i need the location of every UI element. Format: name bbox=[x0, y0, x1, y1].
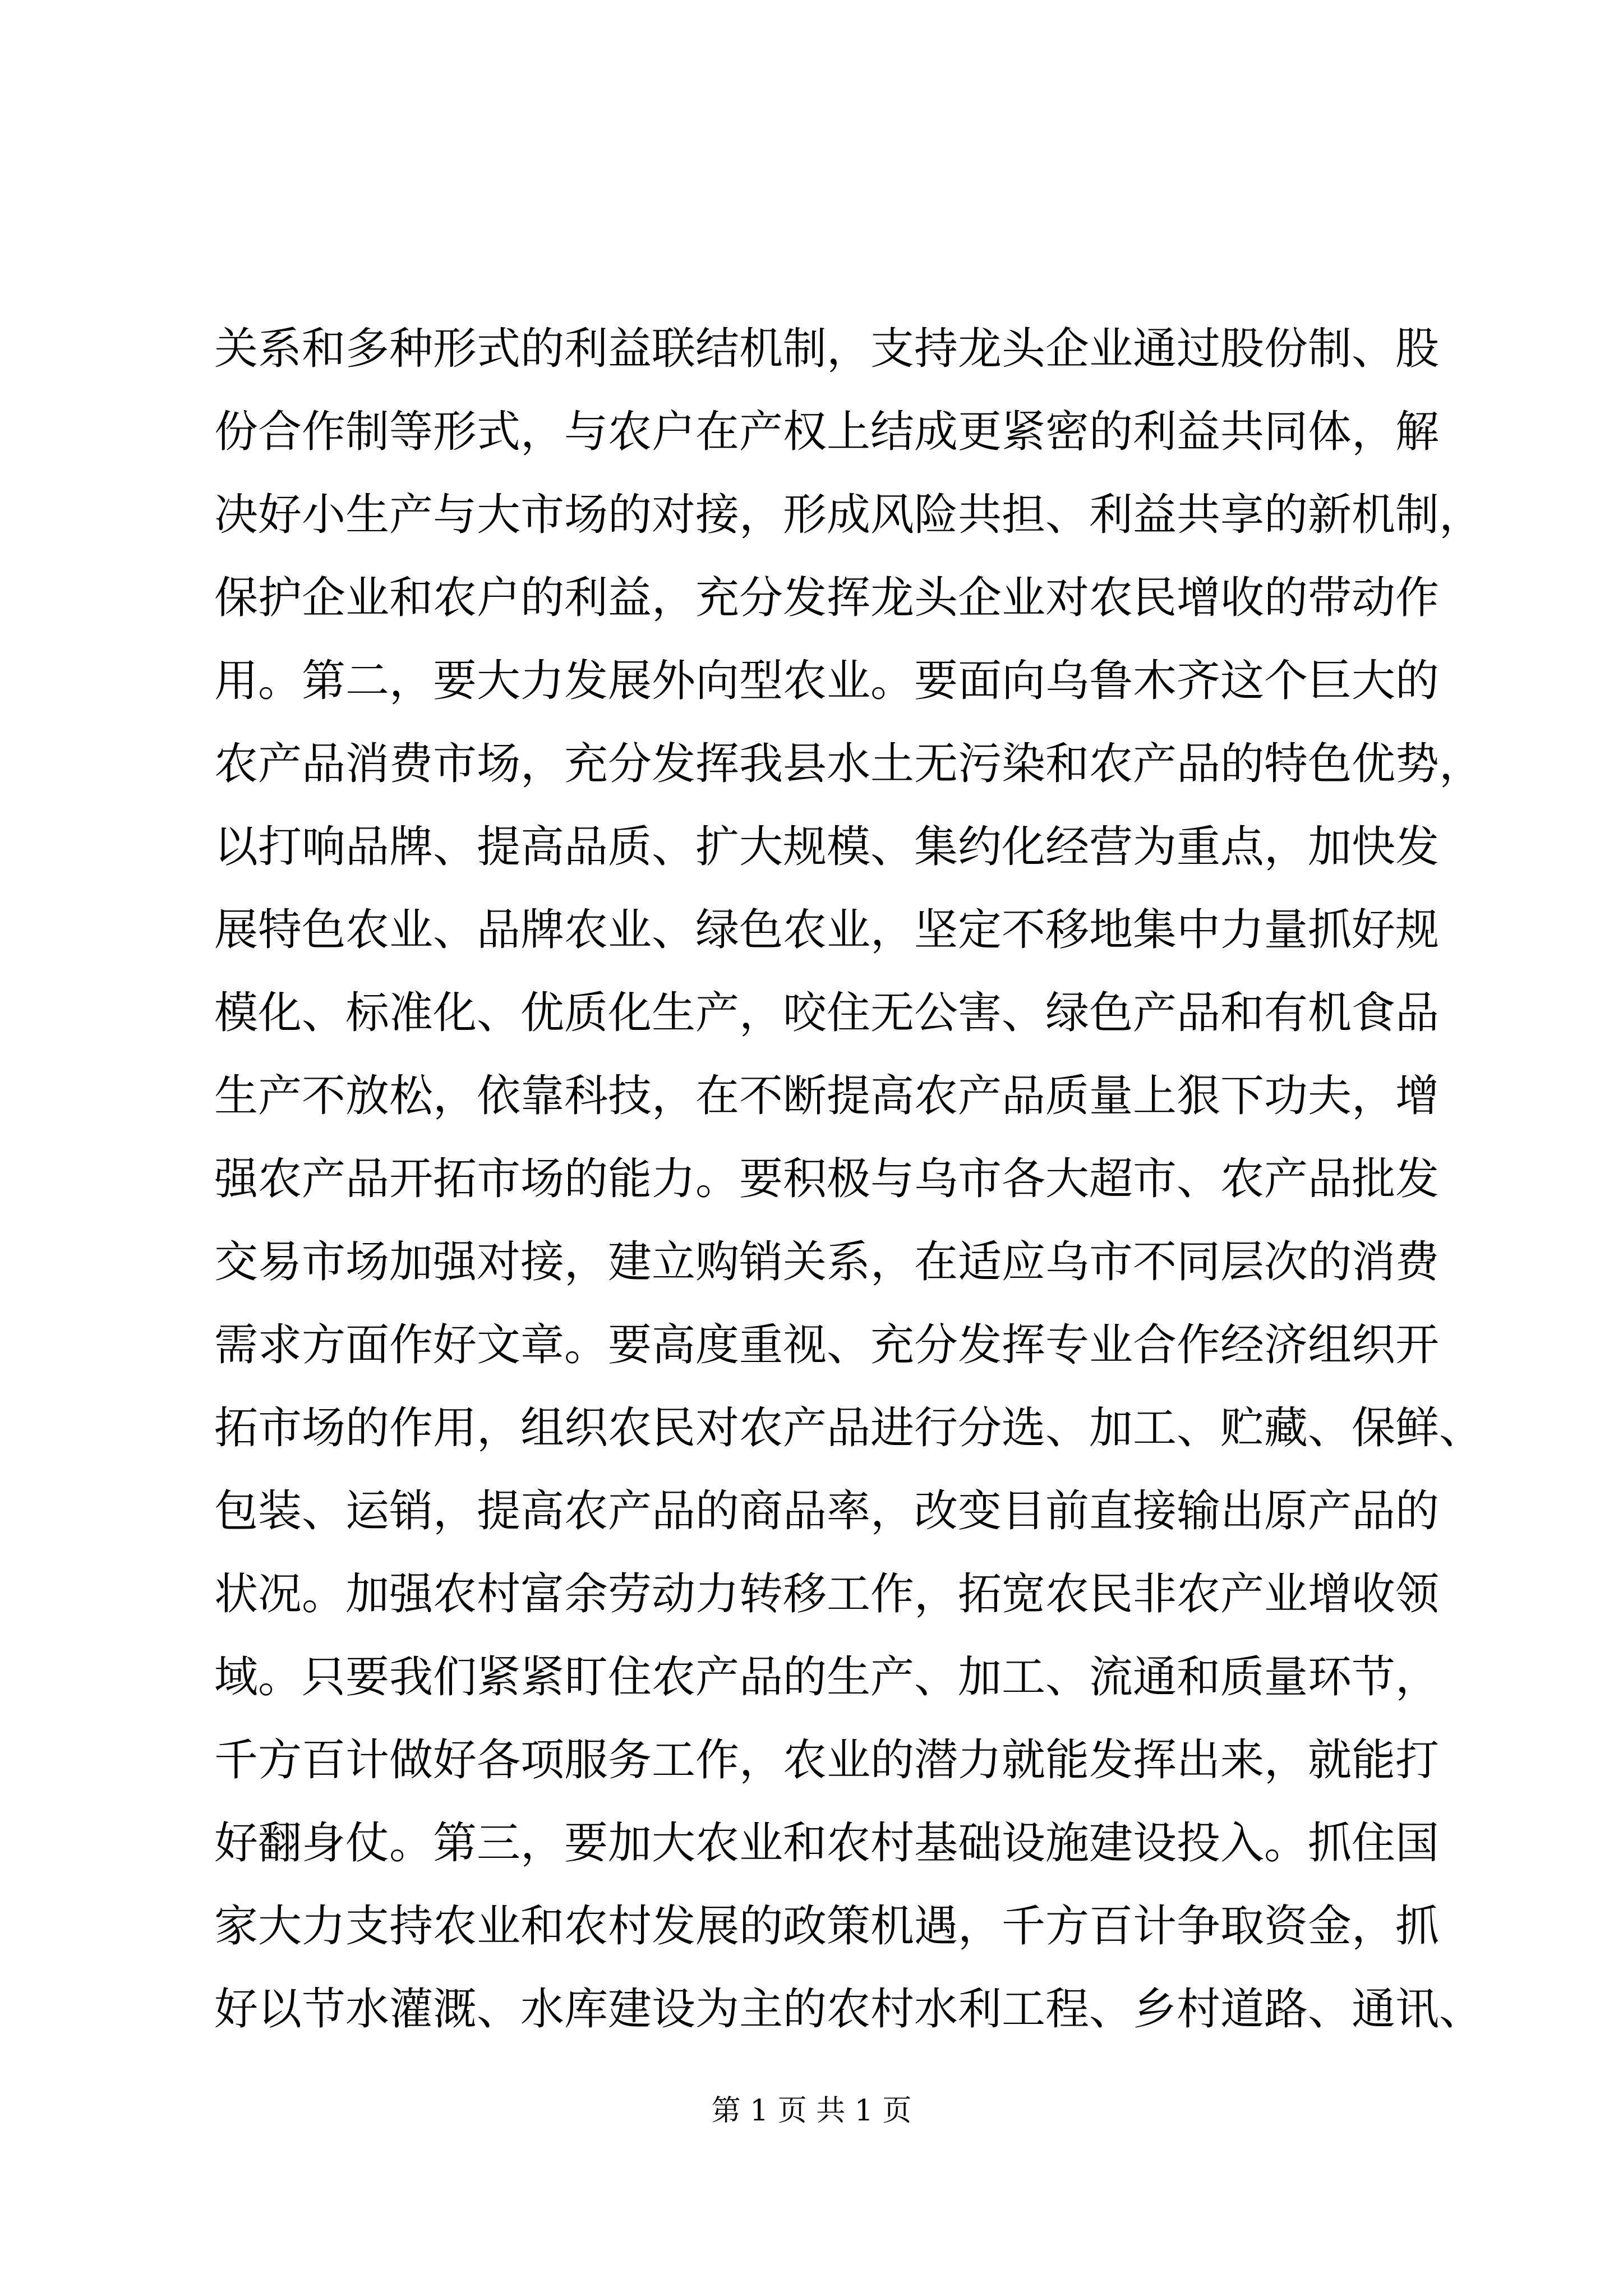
page-footer bbox=[0, 2091, 1623, 2131]
text-line: 决好小生产与大市场的对接，形成风险共担、利益共享的新机制， bbox=[214, 490, 1483, 540]
text-line: 拓市场的作用，组织农民对农产品进行分选、加工、贮藏、保鲜、 bbox=[214, 1403, 1483, 1453]
text-line: 关系和多种形式的利益联结机制，支持龙头企业通过股份制、股 bbox=[214, 324, 1440, 374]
text-line: 以打响品牌、提高品质、扩大规模、集约化经营为重点，加快发 bbox=[214, 822, 1440, 872]
text-line: 家大力支持农业和农村发展的政策机遇，千方百计争取资金，抓 bbox=[214, 1901, 1440, 1952]
text-line: 交易市场加强对接，建立购销关系，在适应乌市不同层次的消费 bbox=[214, 1237, 1440, 1287]
page-number-label: 第 1 页 共 1 页 bbox=[711, 2094, 912, 2128]
text-line: 千方百计做好各项服务工作，农业的潜力就能发挥出来，就能打 bbox=[214, 1735, 1440, 1786]
text-line: 包装、运销，提高农产品的商品率，改变目前直接输出原产品的 bbox=[214, 1486, 1440, 1536]
text-line: 域。只要我们紧紧盯住农产品的生产、加工、流通和质量环节， bbox=[214, 1652, 1440, 1703]
text-line: 用。第二，要大力发展外向型农业。要面向乌鲁木齐这个巨大的 bbox=[214, 656, 1440, 706]
text-line: 强农产品开拓市场的能力。要积极与乌市各大超市、农产品批发 bbox=[214, 1154, 1440, 1204]
body-text bbox=[214, 307, 1483, 2051]
text-line: 生产不放松，依靠科技，在不断提高农产品质量上狠下功夫，增 bbox=[214, 1071, 1440, 1121]
text-line: 模化、标准化、优质化生产，咬住无公害、绿色产品和有机食品 bbox=[214, 988, 1440, 1038]
text-line: 状况。加强农村富余劳动力转移工作，拓宽农民非农产业增收领 bbox=[214, 1569, 1440, 1619]
text-line: 农产品消费市场，充分发挥我县水土无污染和农产品的特色优势， bbox=[214, 739, 1483, 789]
text-line: 保护企业和农户的利益，充分发挥龙头企业对农民增收的带动作 bbox=[214, 573, 1440, 623]
text-line: 展特色农业、品牌农业、绿色农业，坚定不移地集中力量抓好规 bbox=[214, 905, 1440, 955]
text-line: 好以节水灌溉、水库建设为主的农村水利工程、乡村道路、通讯、 bbox=[214, 1984, 1483, 2035]
text-line: 份合作制等形式，与农户在产权上结成更紧密的利益共同体，解 bbox=[214, 407, 1440, 457]
text-line: 需求方面作好文章。要高度重视、充分发挥专业合作经济组织开 bbox=[214, 1320, 1440, 1370]
text-line: 好翻身仗。第三，要加大农业和农村基础设施建设投入。抓住国 bbox=[214, 1818, 1440, 1869]
